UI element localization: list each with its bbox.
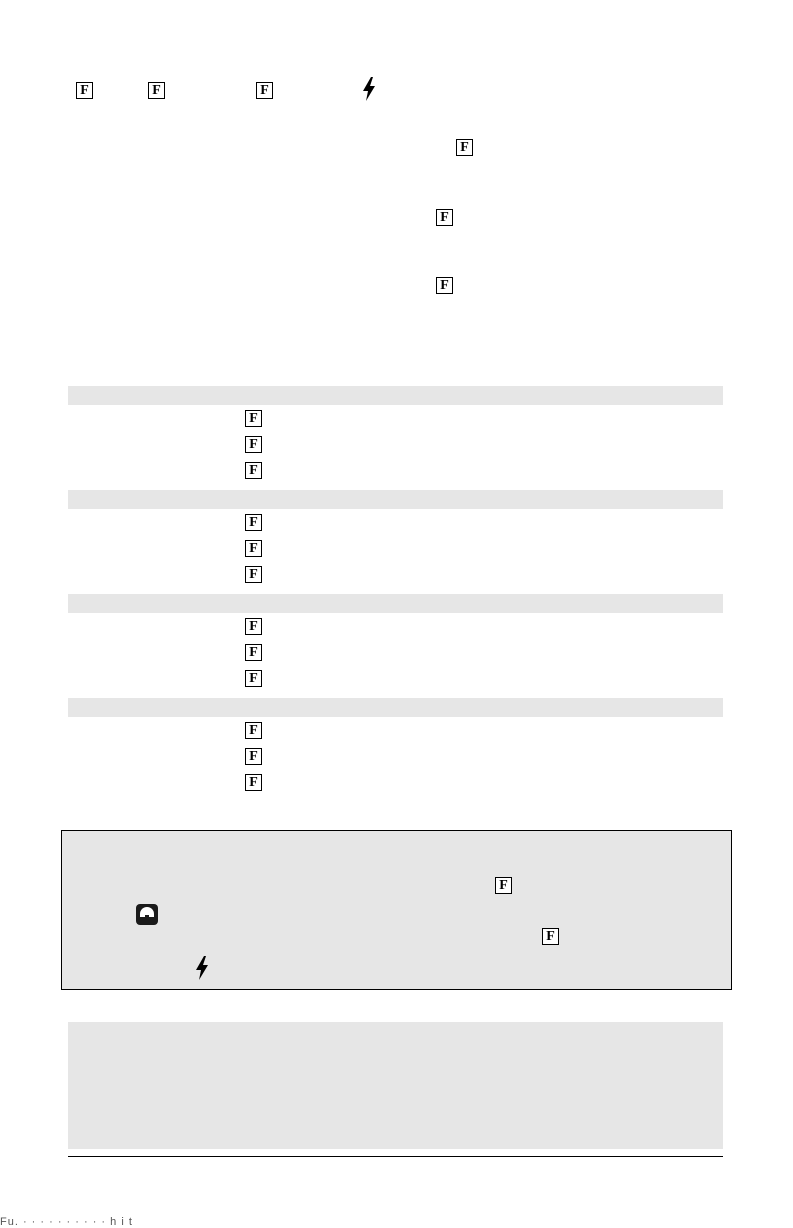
font-f-icon	[436, 277, 453, 294]
font-f-icon	[76, 82, 93, 99]
font-f-icon	[245, 514, 262, 531]
table-row	[68, 509, 723, 535]
font-f-icon	[245, 436, 262, 453]
table-row	[68, 561, 723, 587]
table-row	[68, 405, 723, 431]
table-row	[68, 535, 723, 561]
font-f-icon	[495, 877, 512, 894]
font-f-icon	[542, 928, 559, 945]
font-f-icon	[256, 82, 273, 99]
font-f-icon	[456, 139, 473, 156]
lock-icon	[136, 904, 158, 925]
font-f-icon	[245, 644, 262, 661]
footer-divider	[68, 1156, 723, 1157]
table-row	[68, 457, 723, 483]
page-footer-text: Fu. · · · · · · · · · · h i t	[0, 1216, 133, 1228]
info-panel	[68, 1022, 723, 1149]
font-f-icon	[245, 540, 262, 557]
table-group-header	[68, 386, 723, 405]
font-f-icon	[245, 748, 262, 765]
table-group-header	[68, 698, 723, 717]
table-row	[68, 769, 723, 795]
font-f-icon	[245, 722, 262, 739]
table-group-header	[68, 594, 723, 613]
font-f-icon	[245, 410, 262, 427]
font-f-icon	[245, 670, 262, 687]
font-f-icon	[245, 566, 262, 583]
table-row	[68, 717, 723, 743]
font-f-icon	[148, 82, 165, 99]
font-f-icon	[436, 209, 453, 226]
lightning-bolt-icon	[362, 77, 376, 101]
table-row	[68, 431, 723, 457]
font-f-icon	[245, 462, 262, 479]
note-callout	[61, 830, 732, 990]
font-f-icon	[245, 774, 262, 791]
table-row	[68, 639, 723, 665]
lightning-bolt-icon	[195, 956, 209, 980]
table-row	[68, 665, 723, 691]
table-row	[68, 613, 723, 639]
table-group-header	[68, 490, 723, 509]
font-f-icon	[245, 618, 262, 635]
table-row	[68, 743, 723, 769]
